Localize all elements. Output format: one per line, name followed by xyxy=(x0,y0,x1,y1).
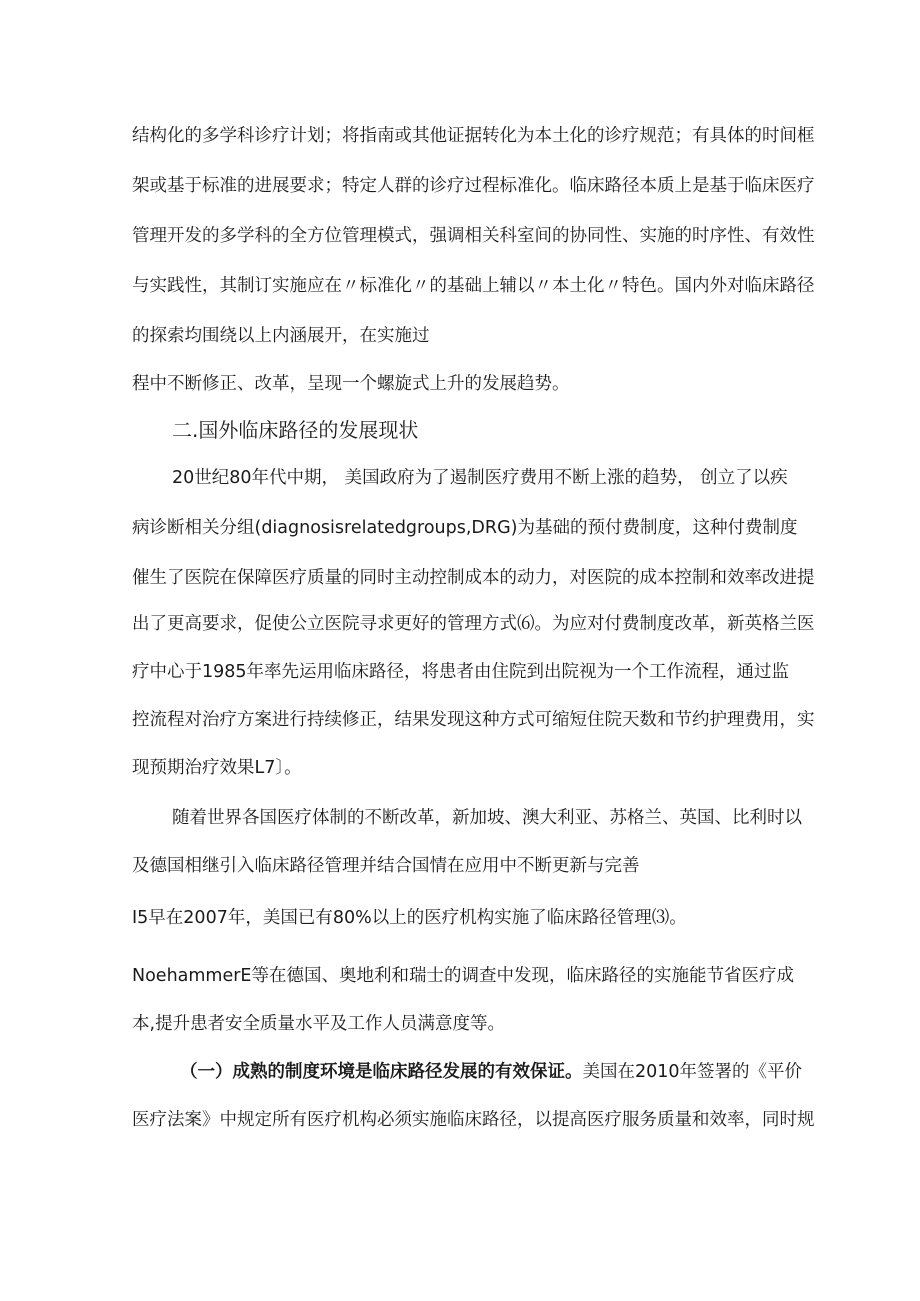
paragraph-6-line-2: 医疗法案》中规定所有医疗机构必须实施临床路径，以提高医疗服务质量和效率，同时规 xyxy=(132,1110,815,1130)
paragraph-5-line-2: 本,提升患者安全质量水平及工作人员满意度等。 xyxy=(132,1014,506,1034)
paragraph-2-line-5: 疗中心于1985年率先运用临床路径，将患者由住院到出院视为一个工作流程，通过监 xyxy=(132,662,790,682)
paragraph-3-line-2: 及德国相继引入临床路径管理并结合国情在应用中不断更新与完善 xyxy=(132,856,640,876)
paragraph-2-line-3: 催生了医院在保障医疗质量的同时主动控制成本的动力，对医院的成本控制和效率改进提 xyxy=(132,568,815,588)
paragraph-2-line-4: 出了更高要求，促使公立医院寻求更好的管理方式⑹。为应对付费制度改革，新英格兰医 xyxy=(132,614,815,634)
paragraph-1-line-6: 程中不断修正、改革，呈现一个螺旋式上升的发展趋势。 xyxy=(132,374,570,394)
paragraph-5-line-1: NoehammerE等在德国、奥地利和瑞士的调查中发现，临床路径的实施能节省医疗成 xyxy=(132,966,794,986)
paragraph-1-line-5: 的探索均围绕以上内涵展开，在实施过 xyxy=(132,326,430,346)
paragraph-1-line-1: 结构化的多学科诊疗计划；将指南或其他证据转化为本土化的诊疗规范；有具体的时间框 xyxy=(132,126,815,146)
paragraph-6-bold-lead: （一）成熟的制度环境是临床路径发展的有效保证。 xyxy=(180,1062,583,1082)
paragraph-2-line-7: 现预期治疗效果L7〕。 xyxy=(132,758,302,778)
paragraph-6-line-1-rest: 美国在2010年签署的《平价 xyxy=(582,1062,803,1082)
paragraph-1-line-4: 与实践性，其制订实施应在〃标准化〃的基础上辅以〃本土化〃特色。国内外对临床路径 xyxy=(132,276,815,296)
paragraph-2-line-2: 病诊断相关分组(diagnosisrelatedgroups,DRG)为基础的预付费制度，这种付费制度 xyxy=(132,518,798,538)
paragraph-1-line-3: 管理开发的多学科的全方位管理模式，强调相关科室间的协同性、实施的时序性、有效性 xyxy=(132,226,815,246)
section-heading: 二.国外临床路径的发展现状 xyxy=(172,418,419,442)
paragraph-3-line-1: 随着世界各国医疗体制的不断改革，新加坡、澳大利亚、苏格兰、英国、比利时以 xyxy=(172,808,802,828)
paragraph-1-line-2: 架或基于标准的进展要求；特定人群的诊疗过程标准化。临床路径本质上是基于临床医疗 xyxy=(132,176,815,196)
paragraph-2-line-1: 20世纪80年代中期， 美国政府为了遏制医疗费用不断上涨的趋势， 创立了以疾 xyxy=(172,468,788,488)
paragraph-2-line-6: 控流程对治疗方案进行持续修正，结果发现这种方式可缩短住院天数和节约护理费用，实 xyxy=(132,710,815,730)
paragraph-6-line-1 xyxy=(180,1060,802,1084)
paragraph-4-line-1: I5早在2007年，美国已有80%以上的医疗机构实施了临床路径管理⑶。 xyxy=(132,908,687,928)
